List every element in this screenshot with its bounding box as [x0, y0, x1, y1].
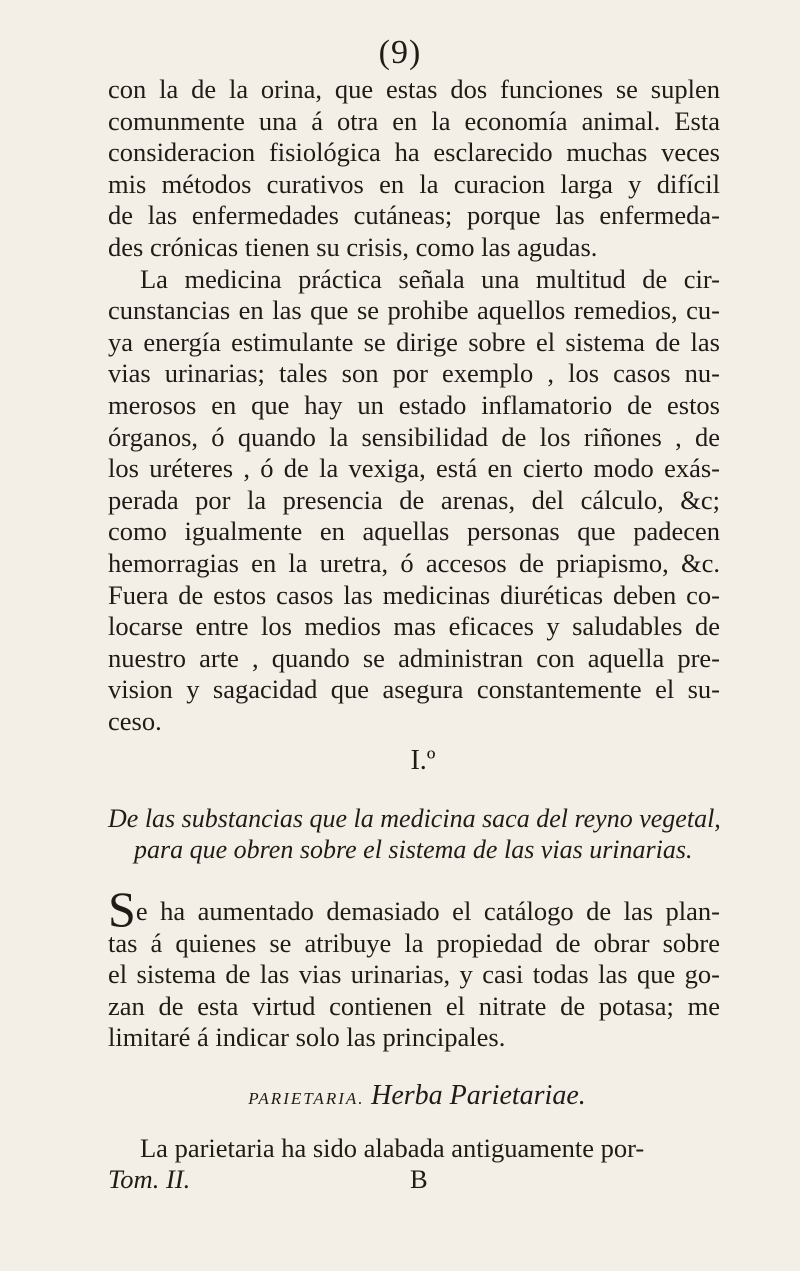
plant-latin-name: Herba Parietariae.	[371, 1080, 586, 1112]
text-line: como igualmente en aquellas personas que padecen	[108, 516, 720, 547]
text-line: cunstancias en las que se prohibe aquellos remedios, cu-	[108, 295, 720, 326]
text-line: Fuera de estos casos las medicinas diuréticas deben co-	[108, 579, 720, 610]
text-line: con la de la orina, que estas dos funciones se suplen	[108, 74, 720, 104]
plant-name: PARIETARIA.	[248, 1089, 365, 1109]
text-line: perada por la presencia de arenas, del cálculo, &c;	[108, 484, 720, 515]
signature-mark: B	[410, 1164, 428, 1195]
text-line: ceso.	[108, 705, 162, 736]
heading-line: para que obren sobre el sistema de las vias urinarias.	[134, 835, 693, 865]
text-line: mis métodos curativos en la curacion larga y difícil	[108, 168, 720, 199]
text-line: La medicina práctica señala una multitud de cir-	[140, 263, 720, 294]
text-line	[108, 881, 720, 938]
text-line: locarse entre los medios mas eficaces y saludables de	[108, 611, 720, 642]
plant-entry-title	[108, 1080, 720, 1115]
text-line: nuestro arte , quando se administran con aquella pre-	[108, 642, 720, 673]
paragraph	[108, 74, 720, 264]
text-line: vision y sagacidad que asegura constantemente el su-	[108, 674, 720, 705]
text-line: zan de esta virtud contienen el nitrate de potasa; me	[108, 990, 720, 1021]
text-line: consideracion fisiológica ha esclarecido muchas veces	[108, 137, 720, 168]
section-heading	[108, 803, 720, 865]
page-body	[108, 74, 720, 1194]
text-fragment: e ha aumentado demasiado el catálogo de las plan-	[135, 896, 720, 927]
paragraph	[108, 1133, 720, 1165]
text-line: el sistema de las vias urinarias, y casi todas las que go-	[108, 959, 720, 990]
text-line: comunmente una á otra en la economía animal. Esta	[108, 105, 720, 136]
text-line: des crónicas tienen su crisis, como las agudas.	[108, 231, 598, 262]
text-line: vias urinarias; tales son por exemplo , los casos nu-	[108, 358, 720, 389]
heading-line: De las substancias que la medicina saca del reyno vegetal,	[108, 804, 721, 834]
page-footer	[108, 1164, 720, 1194]
page-number: (9)	[378, 34, 422, 71]
paragraph	[108, 264, 720, 738]
volume-mark: Tom. II.	[108, 1164, 191, 1195]
text-line: limitaré á indicar solo las principales.	[108, 1022, 506, 1053]
text-line: órganos, ó quando la sensibilidad de los riñones , de	[108, 421, 720, 452]
drop-cap: S	[108, 881, 136, 938]
text-line: hemorragias en la uretra, ó accesos de priapismo, &c.	[108, 547, 720, 578]
text-line: de las enfermedades cutáneas; porque las enfermeda-	[108, 200, 720, 231]
paragraph	[108, 881, 720, 1054]
text-line: los uréteres , ó de la vexiga, está en cierto modo exás-	[108, 453, 720, 484]
text-line: tas á quienes se atribuye la propiedad de obrar sobre	[108, 927, 720, 958]
text-line: merosos en que hay un estado inflamatorio de estos	[108, 389, 720, 420]
text-line: La parietaria ha sido alabada antiguamente por-	[140, 1132, 645, 1163]
section-number: I.º	[410, 745, 436, 777]
text-line: ya energía estimulante se dirige sobre el sistema de las	[108, 326, 720, 357]
